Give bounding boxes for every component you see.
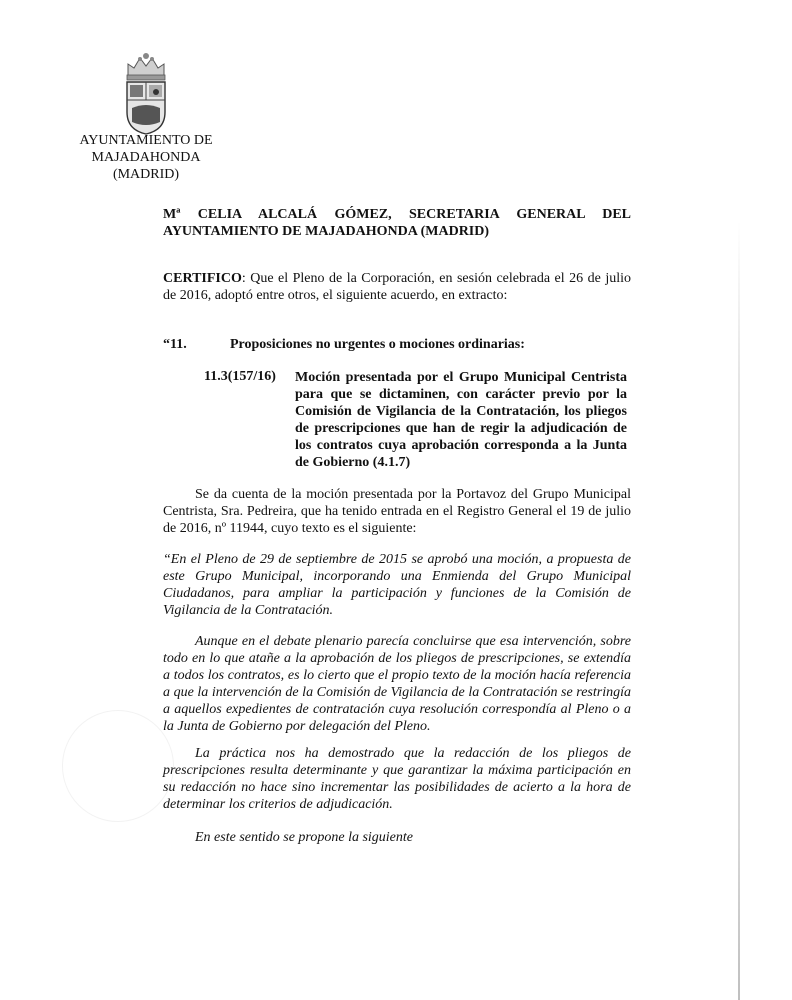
certifico-text: : Que el Pleno de la Corporación, en sesión celebrada el 26 de julio de 2016, adoptó entre otros, el siguiente acuerdo, en extracto: (163, 271, 631, 303)
quote-paragraph-4: En este sentido se propone la siguiente (195, 830, 413, 845)
org-line-3: (MADRID) (112, 167, 180, 182)
coat-of-arms-emblem (118, 52, 174, 136)
org-line-2: MAJADAHONDA (91, 150, 201, 165)
org-line-1: AYUNTAMIENTO DE (79, 133, 213, 148)
quote-paragraph-3: La práctica nos ha demostrado que la redacción de los pliegos de prescripciones resulta determinante y que garantizar la máxima participación en su redacción no hace sino incrementar las posibilidades de acierto a la hora de determinar los criterios de adjudicación. (163, 746, 631, 812)
document-heading (163, 206, 631, 240)
subitem-number: 11.3(157/16) (204, 369, 276, 384)
certifico-paragraph (163, 270, 631, 304)
item-number: “11. (163, 337, 187, 352)
faded-stamp-mark (62, 710, 174, 822)
heading-line-2: AYUNTAMIENTO DE MAJADAHONDA (MADRID) (163, 224, 490, 239)
certifico-label: CERTIFICO (163, 271, 242, 286)
scan-edge-line (738, 220, 740, 1000)
quote-paragraph-2: Aunque en el debate plenario parecía concluirse que esa intervención, sobre todo en lo que atañe a la aprobación de los pliegos de prescripciones, se extendía a todos los contratos, es lo cierto que el propio texto de la moción hacía referencia a que la intervención de la Comisión de Vigilancia de la Contratación se restringía a aquellos expedientes de contratación cuya resolución correspondía al Pleno o a la Junta de Gobierno por delegación del Pleno. (163, 634, 631, 734)
heading-line-1: Mª CELIA ALCALÁ GÓMEZ, SECRETARIA GENERAL DEL (163, 207, 631, 222)
quote-paragraph-1: “En el Pleno de 29 de septiembre de 2015 se aprobó una moción, a propuesta de este Grupo Municipal, incorporando una Enmienda del Grupo Municipal Ciudadanos, para ampliar la participación y funciones de la Comisión de Vigilancia de la Contratación. (163, 552, 631, 618)
subitem-title: Moción presentada por el Grupo Municipal Centrista para que se dictaminen, con carácter previo por la Comisión de Vigilancia de la Contratación, los pliegos de prescripciones que han de regir la adjudicación de los contratos cuya aprobación corresponda a la Junta de Gobierno (4.1.7) (295, 370, 627, 470)
item-title: Proposiciones no urgentes o mociones ordinarias: (230, 337, 525, 352)
organization-name (66, 132, 226, 183)
intro-paragraph: Se da cuenta de la moción presentada por la Portavoz del Grupo Municipal Centrista, Sra. Pedreira, que ha tenido entrada en el Registro General el 19 de julio de 2016, nº 11944, cuyo texto es el siguiente: (163, 487, 631, 536)
